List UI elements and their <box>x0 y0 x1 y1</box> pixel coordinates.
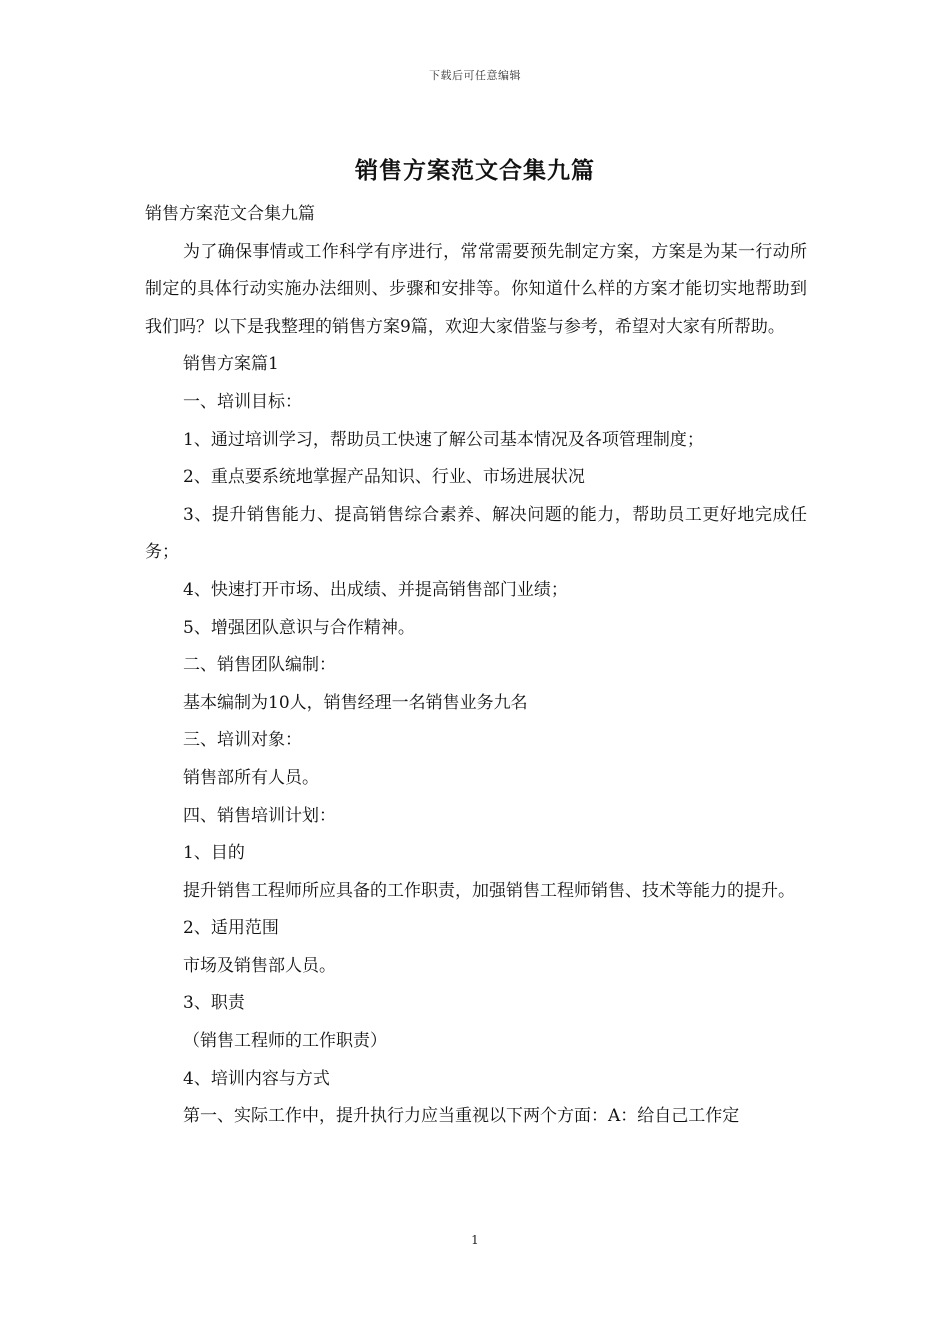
paragraph: 基本编制为10人，销售经理一名销售业务九名 <box>183 692 528 713</box>
section-heading: 三、培训对象： <box>183 730 302 751</box>
list-item: 3、提升销售能力、提高销售综合素养、解决问题的能力，帮助员工更好地完成任务； <box>145 504 807 563</box>
paragraph: 市场及销售部人员。 <box>183 955 336 976</box>
list-item: 2、适用范围 <box>183 918 279 939</box>
paragraph: 第一、实际工作中，提升执行力应当重视以下两个方面：A：给自己工作定 <box>183 1106 740 1127</box>
list-item: 4、快速打开市场、出成绩、并提高销售部门业绩； <box>183 579 568 600</box>
list-item: 2、重点要系统地掌握产品知识、行业、市场进展状况 <box>183 467 585 488</box>
list-item: 3、职责 <box>183 993 245 1014</box>
list-item: 5、增强团队意识与合作精神。 <box>183 617 415 638</box>
section-heading: 一、培训目标： <box>183 391 302 412</box>
list-item: 1、通过培训学习，帮助员工快速了解公司基本情况及各项管理制度； <box>183 429 704 450</box>
section-heading: 四、销售培训计划： <box>183 805 336 826</box>
paragraph: 为了确保事情或工作科学有序进行，常常需要预先制定方案，方案是为某一行动所制定的具体行动实施办法细则、步骤和安排等。你知道什么样的方案才能切实地帮助到我们吗？以下是我整理的销售方案9篇，欢迎大家借鉴与参考，希望对大家有所帮助。 <box>145 241 807 337</box>
list-item: 1、目的 <box>183 843 245 864</box>
section-heading: 二、销售团队编制： <box>183 655 336 676</box>
paragraph: （销售工程师的工作职责） <box>183 1031 387 1052</box>
list-item: 4、培训内容与方式 <box>183 1068 330 1089</box>
section-heading: 销售方案篇1 <box>183 354 279 375</box>
paragraph: 销售方案范文合集九篇 <box>145 204 315 224</box>
paragraph: 销售部所有人员。 <box>183 767 319 788</box>
page-header: 下载后可任意编辑 <box>429 69 521 82</box>
paragraph: 提升销售工程师所应具备的工作职责，加强销售工程师销售、技术等能力的提升。 <box>183 880 795 901</box>
page-number: 1 <box>471 1233 479 1247</box>
document-body <box>145 196 807 1136</box>
document-title: 销售方案范文合集九篇 <box>355 157 595 184</box>
